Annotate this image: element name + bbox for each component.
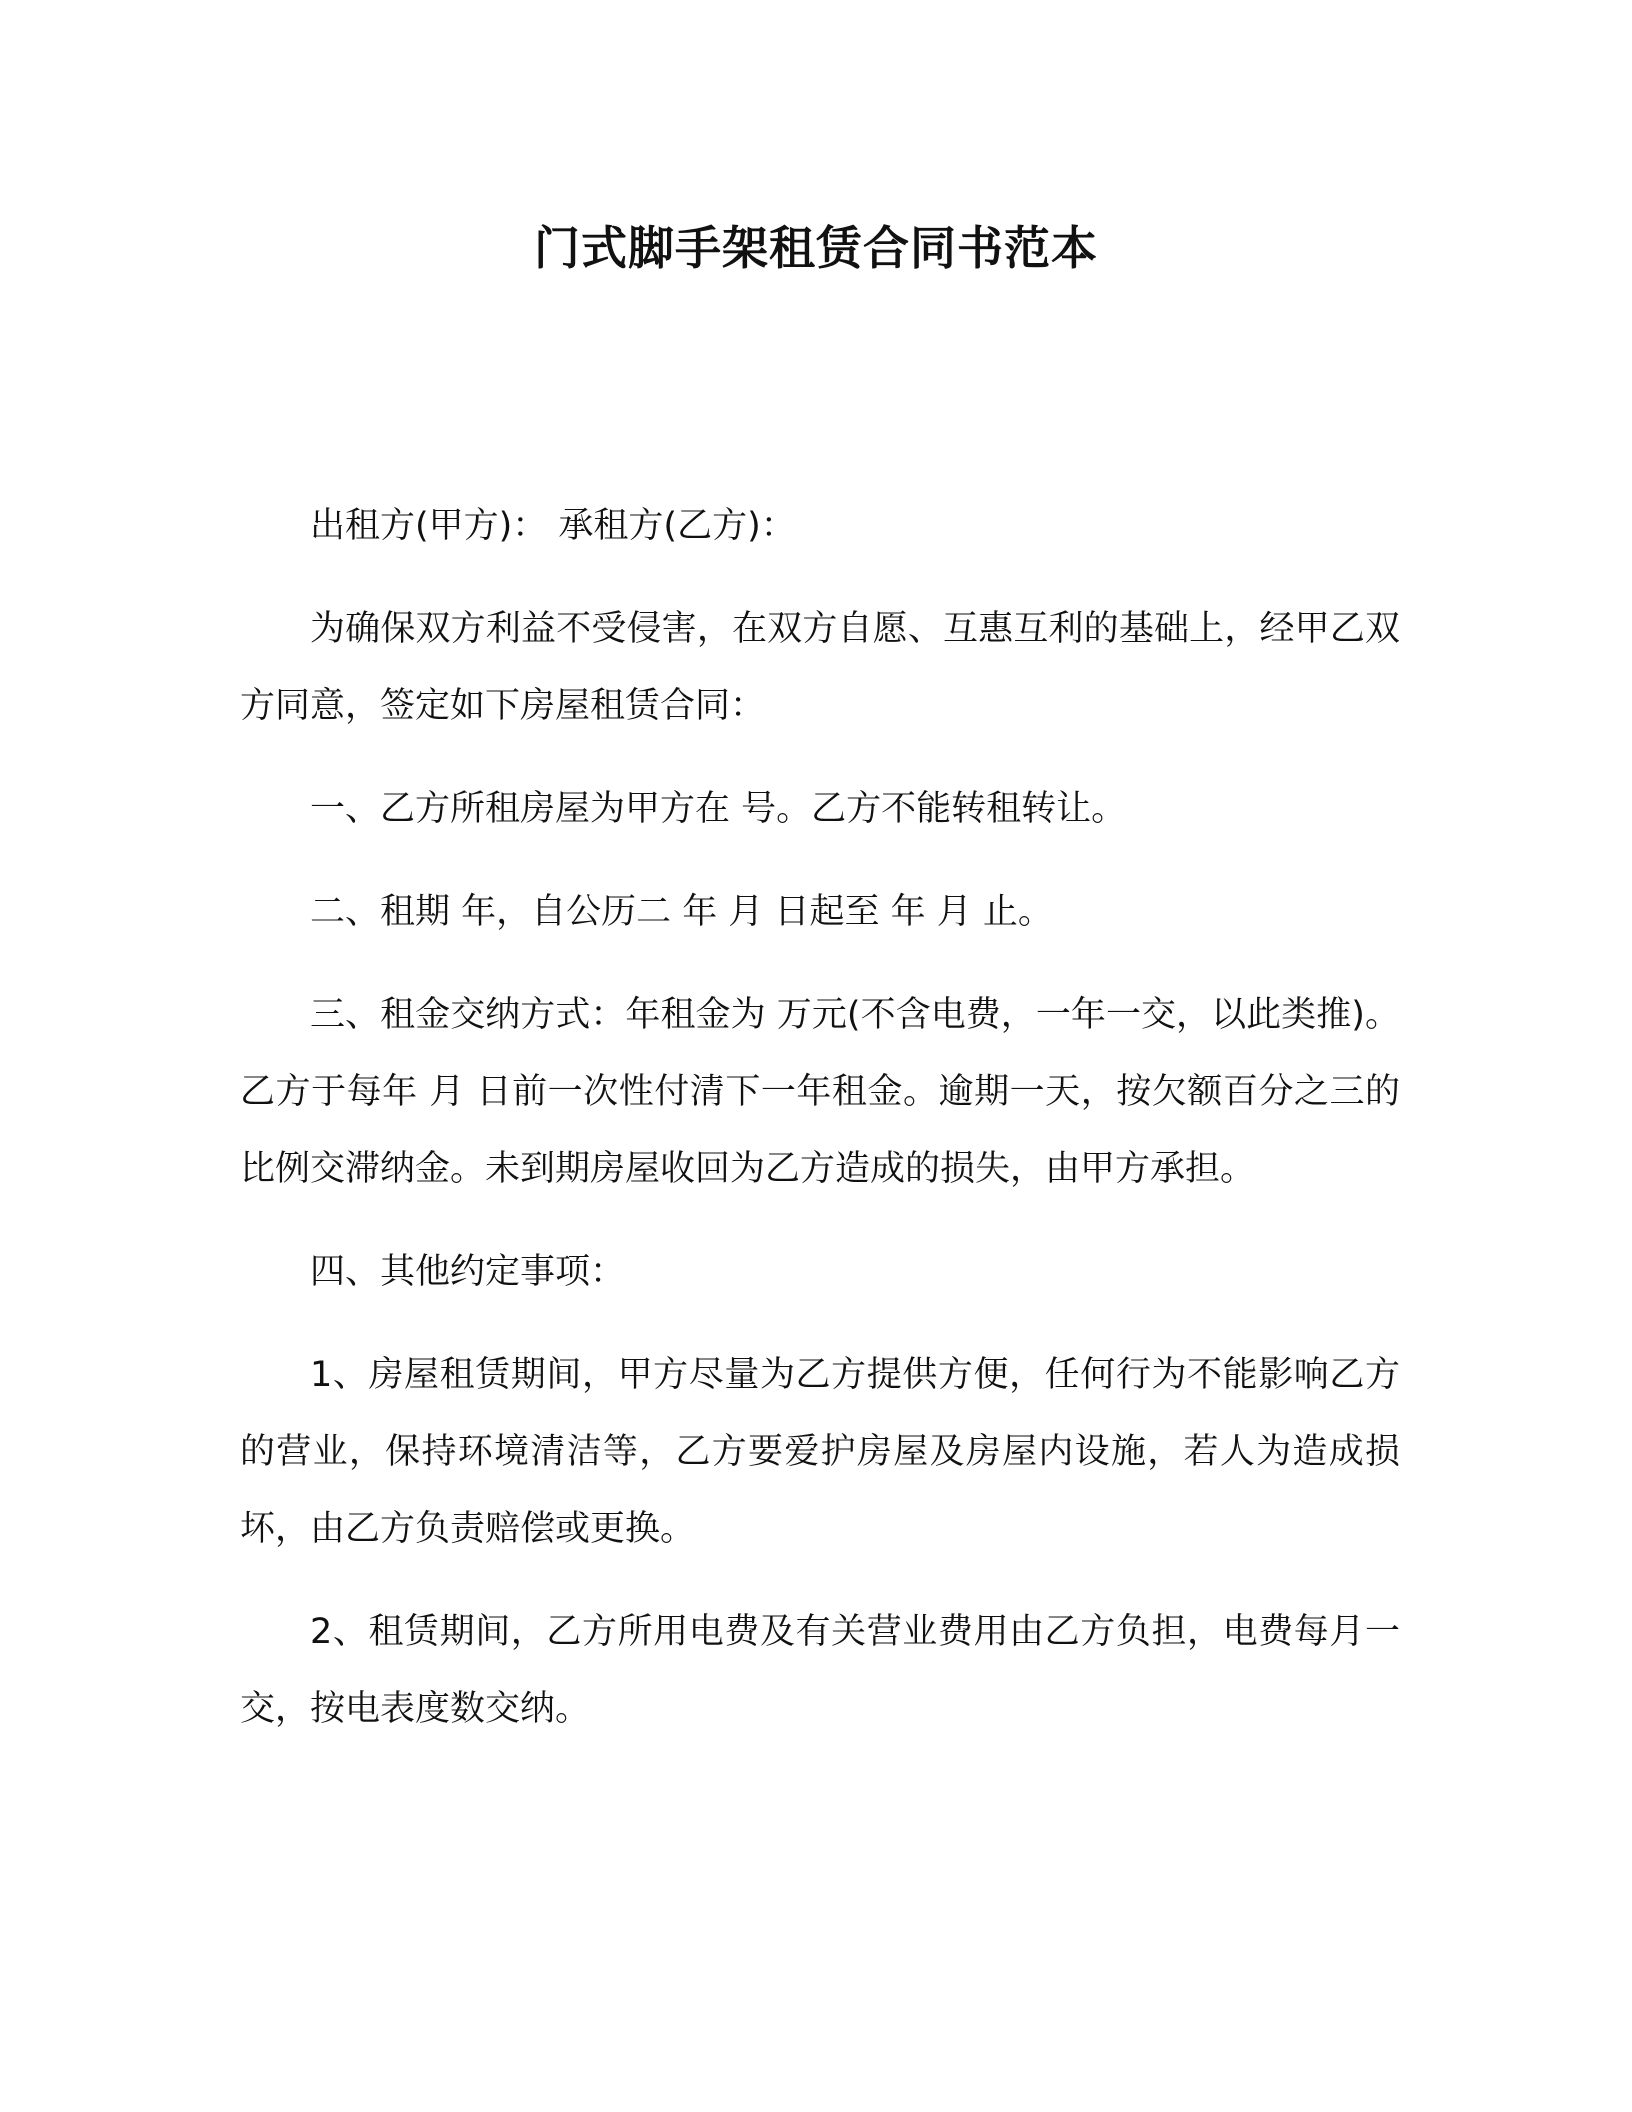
- clause-1-premises: 一、乙方所租房屋为甲方在 号。乙方不能转租转让。: [310, 789, 1127, 829]
- clause-4-heading: 四、其他约定事项：: [310, 1252, 626, 1292]
- clause-4-item-1: 1、房屋租赁期间，甲方尽量为乙方提供方便，任何行为不能影响乙方的营业，保持环境清洁等，乙方要爱护房屋及房屋内设施，若人为造成损坏，由乙方负责赔偿或更换。: [240, 1355, 1400, 1549]
- document-body: [240, 488, 1400, 1774]
- clause-2-term: 二、租期 年，自公历二 年 月 日起至 年 月 止。: [310, 892, 1053, 932]
- clause-4-item-2: 2、租赁期间，乙方所用电费及有关营业费用由乙方负担，电费每月一交，按电表度数交纳。: [240, 1612, 1400, 1729]
- clause-3-rent-payment: 三、租金交纳方式：年租金为 万元(不含电费，一年一交，以此类推)。乙方于每年 月 日前一次性付清下一年租金。逾期一天，按欠额百分之三的比例交滞纳金。未到期房屋收回为乙方造成的损失，由甲方承担。: [240, 995, 1400, 1189]
- parties-line: 出租方(甲方)： 承租方(乙方)：: [310, 506, 796, 546]
- preamble-paragraph: 为确保双方利益不受侵害，在双方自愿、互惠互利的基础上，经甲乙双方同意，签定如下房屋租赁合同：: [240, 609, 1400, 726]
- document-title: 门式脚手架租赁合同书范本: [534, 221, 1098, 275]
